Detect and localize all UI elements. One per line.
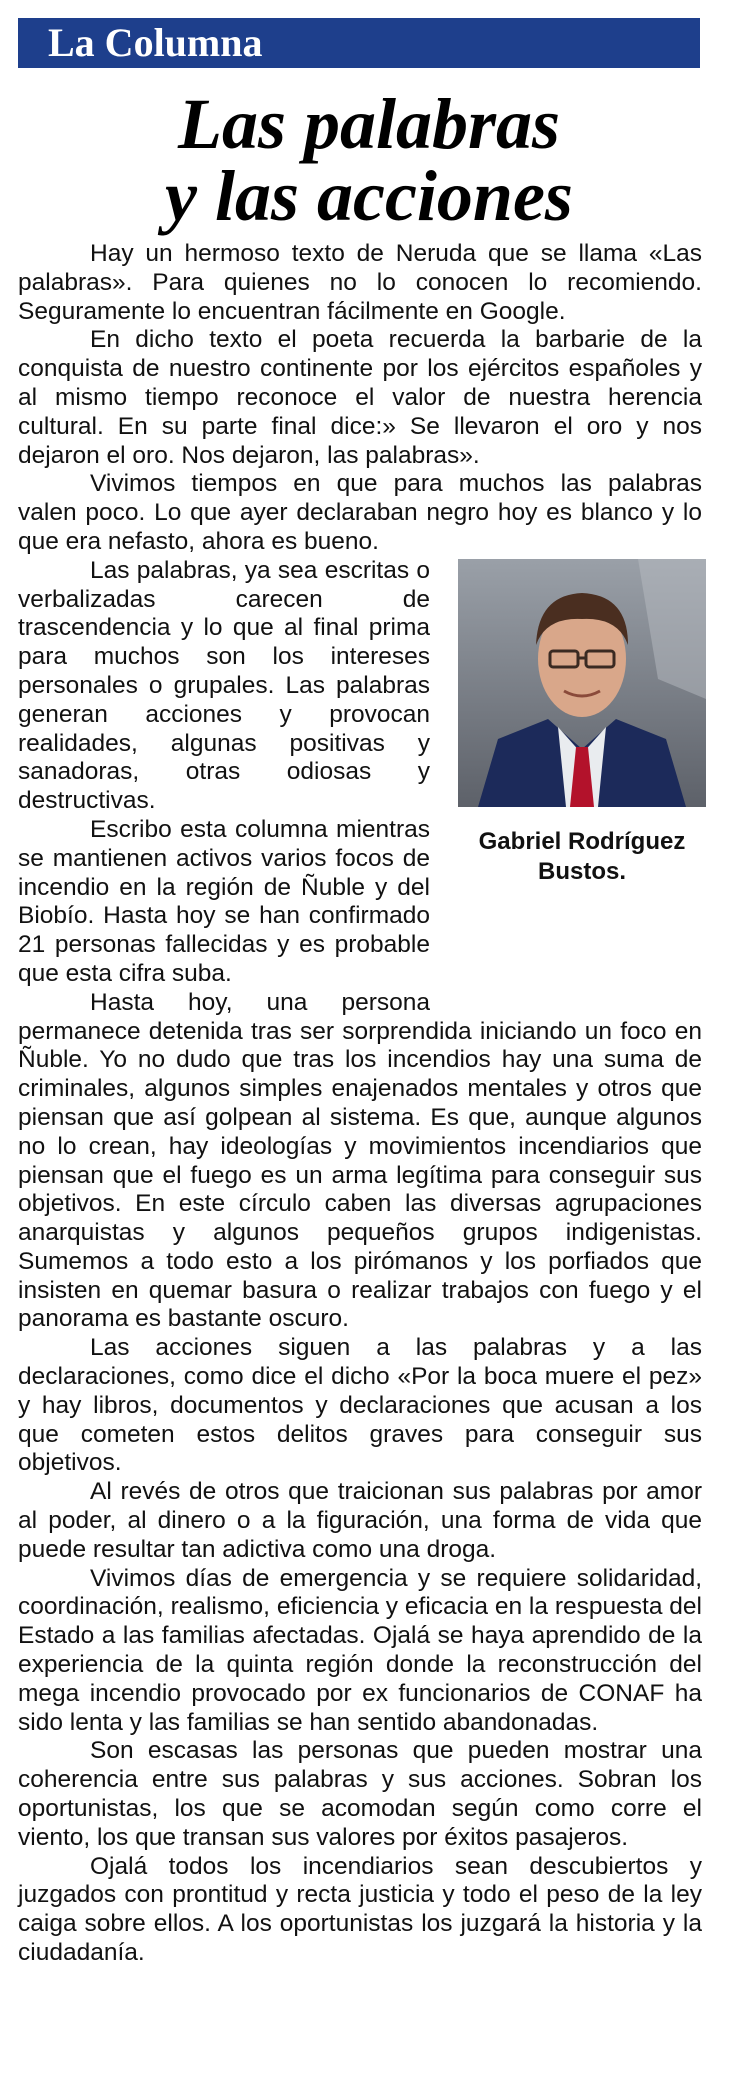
paragraph-7: Las acciones siguen a las palabras y a las declaraciones, como dice el dicho «Por la boca muere el pez» y hay libros, documentos y declaraciones que acusan a los que cometen estos delitos graves para conseguir sus objetivos.: [18, 1334, 702, 1477]
paragraph-6: Hasta hoy, una persona permanece detenida tras ser sorprendida iniciando un foco en Ñuble. Yo no dudo que tras los incendios hay una suma de criminales, algunos simples enajenados mentales y otros que piensan que así golpean al sistema. Es que, aunque algunos no lo crean, hay ideologías y movimientos incendiarios que piensan que el fuego es un arma legítima para conseguir sus objetivos. En este círculo caben las diversas agrupaciones anarquistas y algunos pequeños grupos indigenistas. Sumemos a todo esto a los pirómanos y los porfiados que insisten en quemar basura o realizar trabajos con fuego y el panorama es bastante oscuro.: [18, 988, 702, 1333]
paragraph-2: En dicho texto el poeta recuerda la barbarie de la conquista de nuestro continente por los ejércitos españoles y al mismo tiempo reconoce el valor de nuestra herencia cultural. En su parte final dice:» Se llevaron el oro y nos dejaron el oro. Nos dejaron, las palabras».: [18, 326, 702, 469]
paragraph-11: Ojalá todos los incendiarios sean descubiertos y juzgados con prontitud y recta justicia y todo el peso de la ley caiga sobre ellos. A los oportunistas los juzgará la historia y la ciudadanía.: [18, 1852, 702, 1967]
headline-line-2: y las acciones: [165, 156, 573, 236]
paragraph-9: Vivimos días de emergencia y se requiere solidaridad, coordinación, realismo, eficiencia y eficacia en la respuesta del Estado a las familias afectadas. Ojalá se haya aprendido de la experiencia de la quinta región donde la reconstrucción del mega incendio provocado por ex funcionarios de CONAF ha sido lenta y las familias se han sentido abandonadas.: [18, 1564, 702, 1736]
paragraph-4: Las palabras, ya sea escritas o verbalizadas carecen de trascendencia y lo que al final prima para muchos son los intereses personales o grupales. Las palabras generan acciones y provocan realidades, algunas positivas y sanadoras, otras odiosas y destructivas.: [18, 556, 430, 815]
paragraph-8: Al revés de otros que traicionan sus palabras por amor al poder, al dinero o a la figuración, una forma de vida que puede resultar tan adictiva como una droga.: [18, 1478, 702, 1563]
paragraph-10: Son escasas las personas que pueden mostrar una coherencia entre sus palabras y sus acciones. Sobran los oportunistas, los que se acomodan según como corre el viento, los que transan sus valores por éxitos pasajeros.: [18, 1737, 702, 1851]
section-banner: La Columna: [18, 18, 700, 68]
paragraph-5: Escribo esta columna mientras se mantienen activos varios focos de incendio en la región de Ñuble y del Biobío. Hasta hoy se han confirmado 21 personas fallecidas y es probable que esta cifra suba.: [18, 815, 430, 987]
author-caption: Gabriel Rodríguez Bustos.: [478, 827, 686, 885]
headline-line-1: Las palabras: [177, 84, 561, 164]
author-photo: [458, 559, 706, 807]
author-portrait-image: [458, 559, 706, 807]
paragraph-1: Hay un hermoso texto de Neruda que se llama «Las palabras». Para quienes no lo conocen lo recomiendo. Seguramente lo encuentran fácilmente en Google.: [18, 240, 702, 325]
article-body: [18, 240, 702, 1968]
author-photo-block: [444, 559, 706, 984]
paragraph-3: Vivimos tiempos en que para muchos las palabras valen poco. Lo que ayer declaraban negro hoy es blanco y lo que era nefasto, ahora es bueno.: [18, 470, 702, 555]
